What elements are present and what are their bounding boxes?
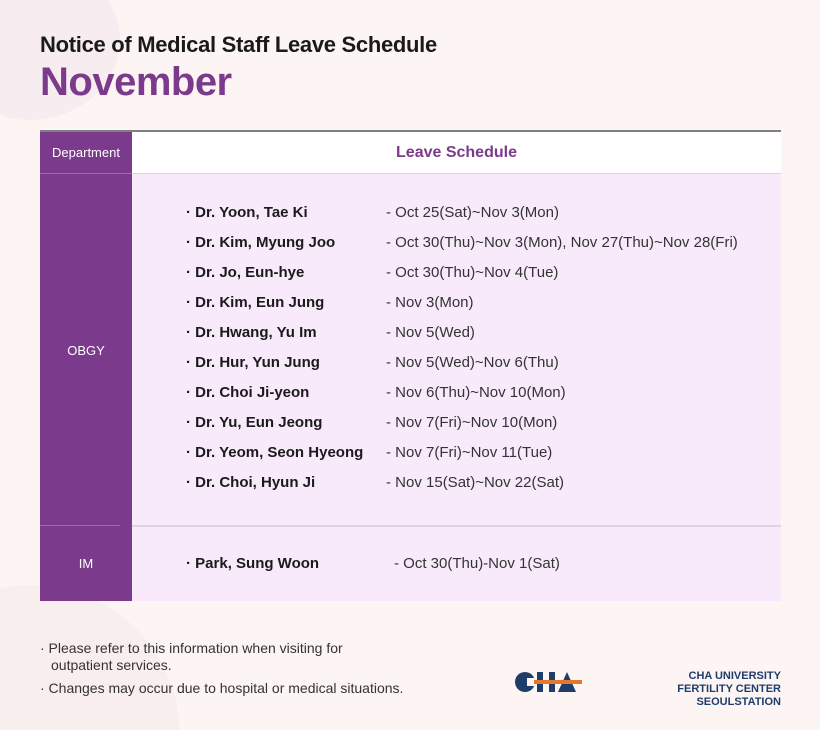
leave-dates: - Oct 30(Thu)~Nov 4(Tue) [386,264,559,281]
notes [40,640,403,697]
doctor-name: · Dr. Jo, Eun-hye [186,264,305,281]
cha-logo [514,670,584,699]
doctor-name: · Dr. Kim, Eun Jung [186,294,325,311]
department-obgy: OBGY [67,342,105,358]
doctor-name: · Dr. Yu, Eun Jeong [186,414,323,431]
doctor-name: · Dr. Hur, Yun Jung [186,354,320,371]
schedule-divider [132,525,781,527]
doctor-name: · Dr. Choi Ji-yeon [186,384,310,401]
doctor-name: · Dr. Yoon, Tae Ki [186,204,308,221]
cha-logo-mark [514,670,584,694]
note-item: · Changes may occur due to hospital or medical situations. [40,680,404,696]
logo-line-1: CHA UNIVERSITY [688,670,781,682]
logo-text [600,670,781,709]
doctor-name: · Dr. Yeom, Seon Hyeong [186,444,364,461]
leave-dates: - Nov 7(Fri)~Nov 10(Mon) [386,414,558,431]
leave-schedule-table [40,130,781,601]
department-im: IM [78,556,94,571]
page-title: Notice of Medical Staff Leave Schedule [40,32,437,57]
doctor-name: · Dr. Hwang, Yu Im [186,324,317,341]
note-item: · Please refer to this information when visiting for outpatient services. [40,640,343,673]
department-header: Department [40,132,132,174]
doctor-name: · Dr. Kim, Myung Joo [186,234,336,251]
leave-dates: - Oct 30(Thu)-Nov 1(Sat) [394,555,560,572]
month-heading: November [40,60,232,104]
header [40,32,437,105]
leave-dates: - Nov 6(Thu)~Nov 10(Mon) [386,384,566,401]
leave-dates: - Nov 5(Wed)~Nov 6(Thu) [386,354,559,371]
doctor-name: · Dr. Choi, Hyun Ji [186,474,316,491]
leave-dates: - Nov 15(Sat)~Nov 22(Sat) [386,474,564,491]
leave-dates: - Nov 3(Mon) [386,294,474,311]
schedule-header: Leave Schedule [132,132,781,174]
logo-line-2: FERTILITY CENTER SEOULSTATION [677,683,781,708]
leave-dates: - Nov 7(Fri)~Nov 11(Tue) [386,444,553,461]
leave-dates: - Oct 30(Thu)~Nov 3(Mon), Nov 27(Thu)~Nov 28(Fri) [386,234,738,251]
leave-dates: - Oct 25(Sat)~Nov 3(Mon) [386,204,559,221]
doctor-name: · Park, Sung Woon [186,555,320,572]
leave-dates: - Nov 5(Wed) [386,324,475,341]
